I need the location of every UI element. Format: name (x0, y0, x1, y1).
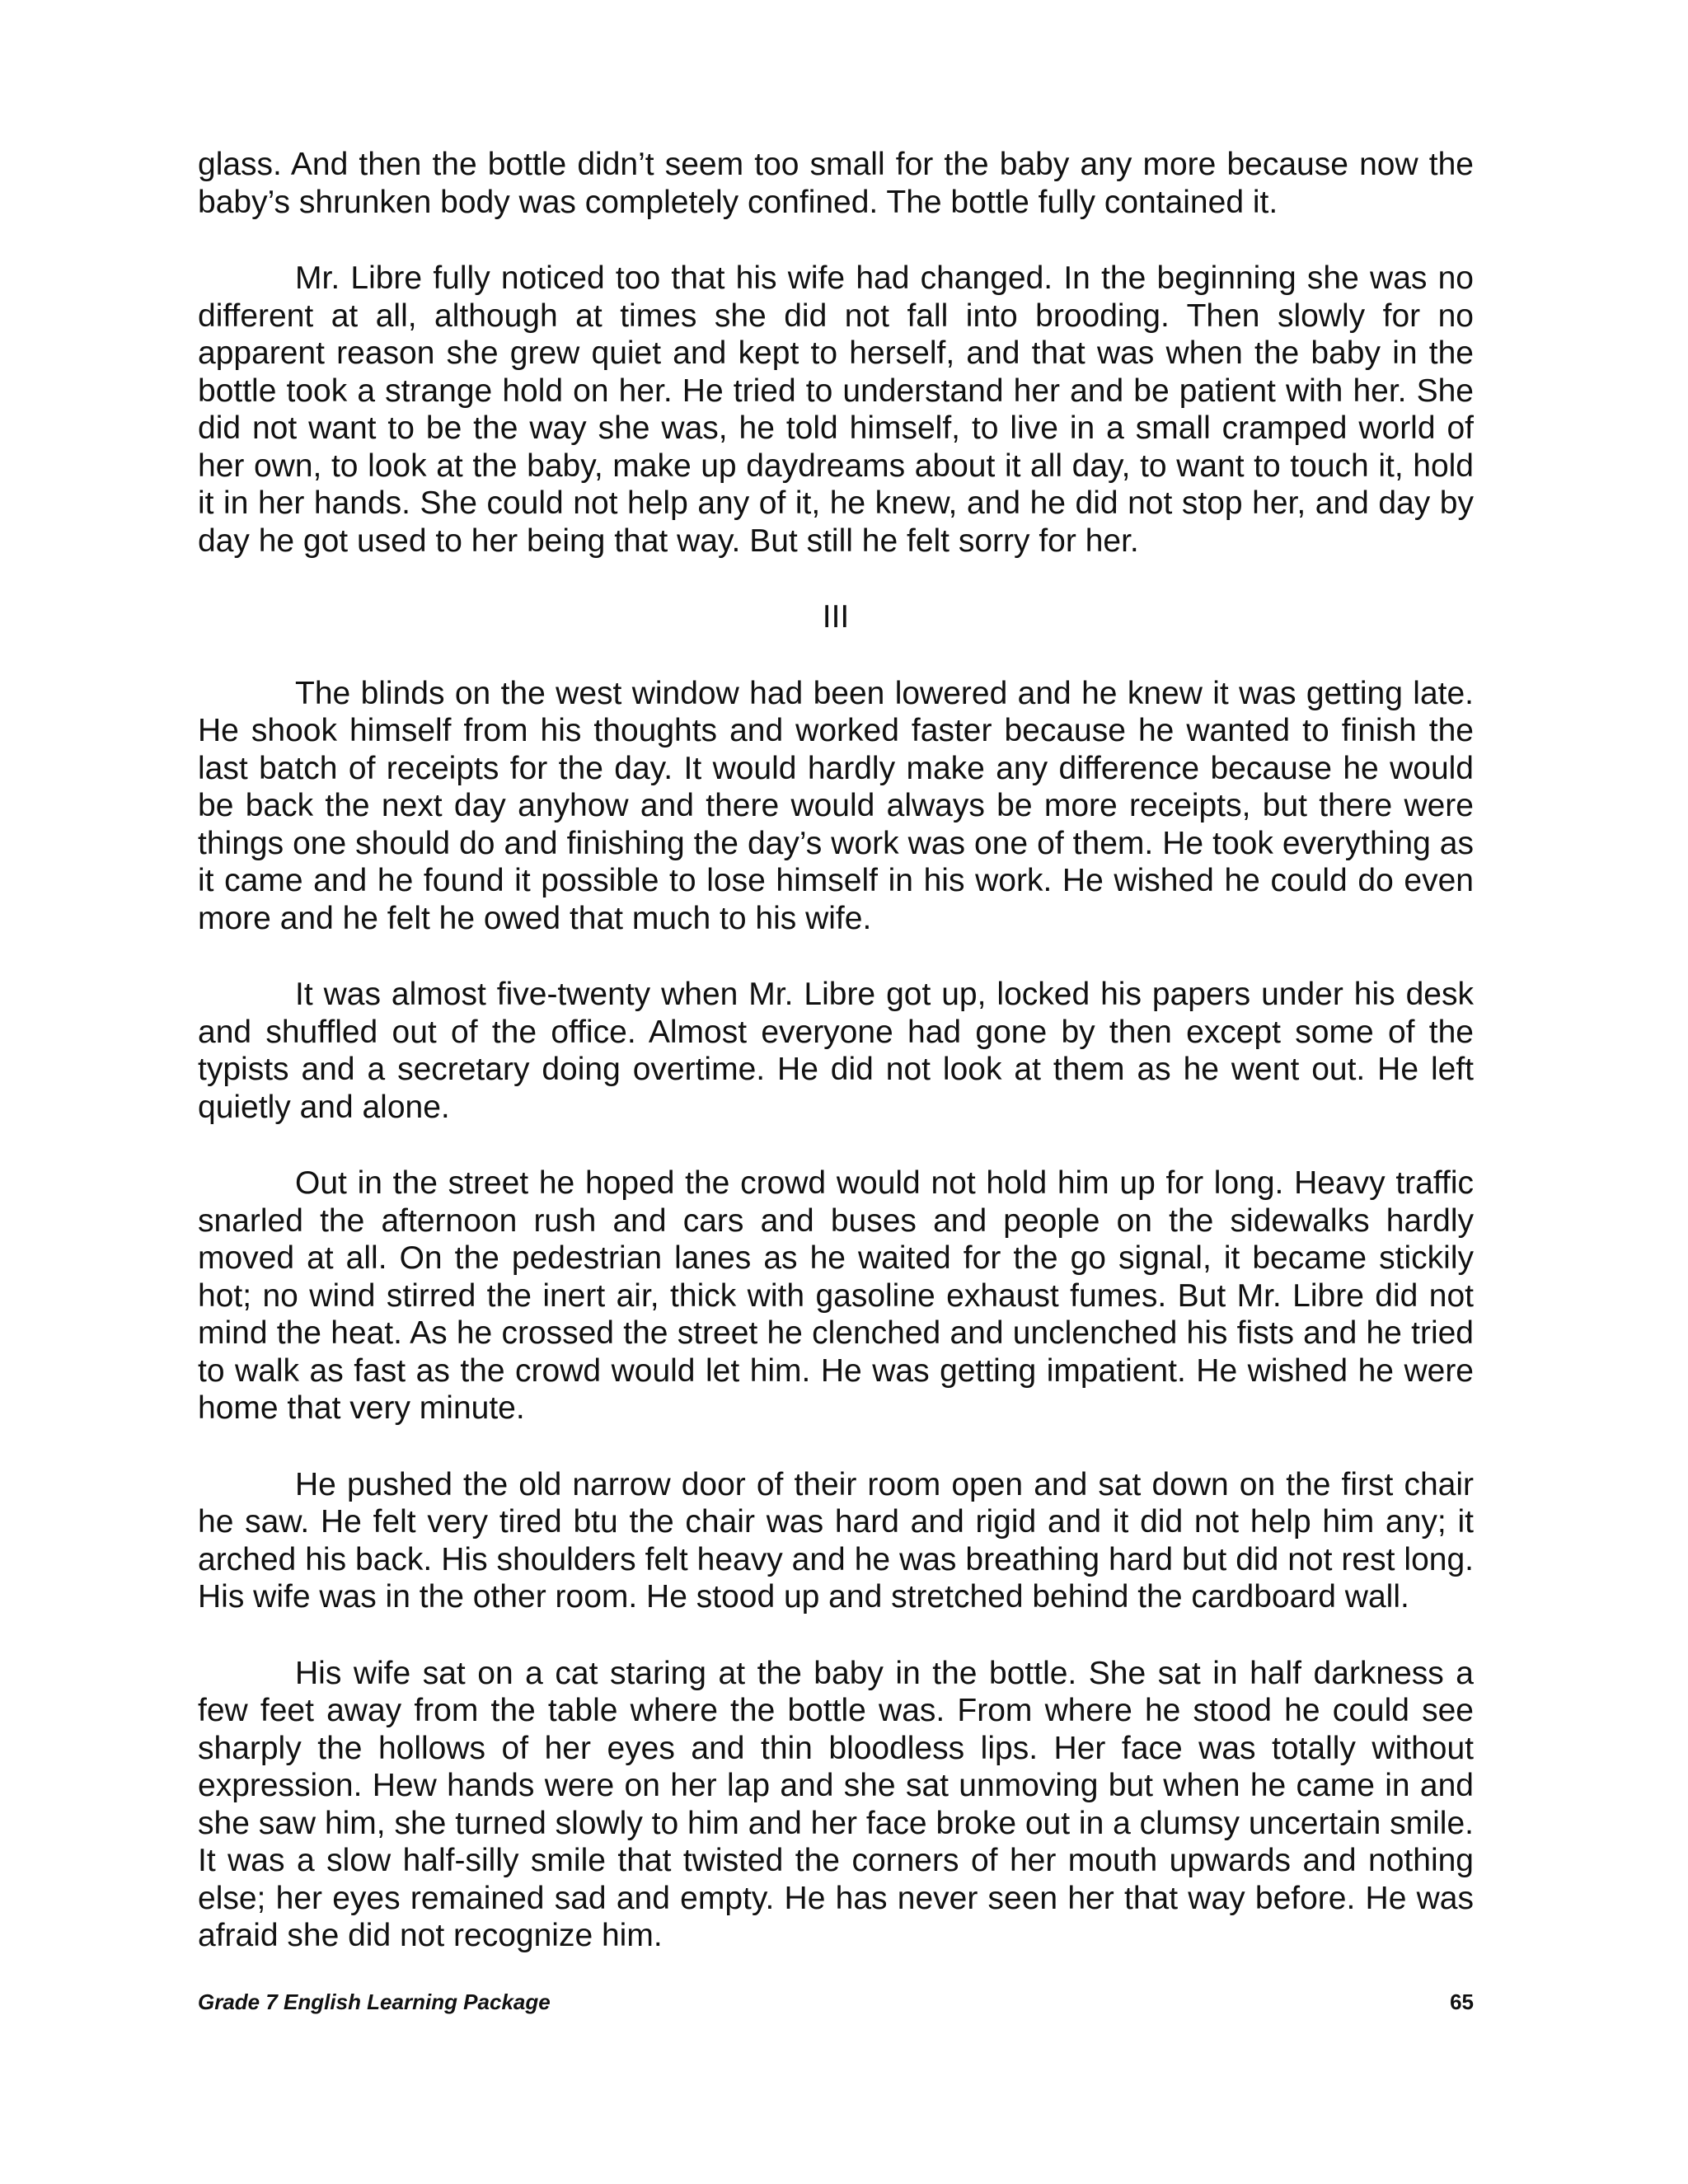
paragraph: The blinds on the west window had been lowered and he knew it was getting late. He shook himself from his thoughts and worked faster because he wanted to finish the last batch of receipts for the day. It would hardly make any difference because he would be back the next day anyhow and there would always be more receipts, but there were things one should do and finishing the day’s work was one of them. He took everything as it came and he found it possible to lose himself in his work. He wished he could do even more and he felt he owed that much to his wife. (198, 675, 1474, 936)
paragraph: Out in the street he hoped the crowd would not hold him up for long. Heavy traffic snarled the afternoon rush and cars and buses and people on the sidewalks hardly moved at all. On the pedestrian lanes as he waited for the go signal, it became stickily hot; no wind stirred the inert air, thick with gasoline exhaust fumes. But Mr. Libre did not mind the heat. As he crossed the street he clenched and unclenched his fists and he tried to walk as fast as the crowd would let him. He was getting impatient. He wished he were home that very minute. (198, 1165, 1474, 1426)
page-footer (198, 1990, 1474, 2015)
paragraph: His wife sat on a cat staring at the baby in the bottle. She sat in half darkness a few feet away from the table where the bottle was. From where he stood he could see sharply the hollows of her eyes and thin bloodless lips. Her face was totally without expression. Hew hands were on her lap and she sat unmoving but when he came in and she saw him, she turned slowly to him and her face broke out in a clumsy uncertain smile. It was a slow half-silly smile that twisted the corners of her mouth upwards and nothing else; her eyes remained sad and empty. He has never seen her that way before. He was afraid she did not recognize him. (198, 1655, 1474, 1953)
section-heading: III (822, 599, 850, 635)
document-body (198, 146, 1474, 1994)
paragraph: Mr. Libre fully noticed too that his wife had changed. In the beginning she was no different at all, although at times she did not fall into brooding. Then slowly for no apparent reason she grew quiet and kept to herself, and that was when the baby in the bottle took a strange hold on her. He tried to understand her and be patient with her. She did not want to be the way she was, he told himself, to live in a small cramped world of her own, to look at the baby, make up daydreams about it all day, to want to touch it, hold it in her hands. She could not help any of it, he knew, and he did not stop her, and day by day he got used to her being that way. But still he felt sorry for her. (198, 260, 1474, 559)
paragraph-continued: glass. And then the bottle didn’t seem too small for the baby any more because now the baby’s shrunken body was completely confined. The bottle fully contained it. (198, 147, 1474, 220)
paragraph: He pushed the old narrow door of their room open and sat down on the first chair he saw. He felt very tired btu the chair was hard and rigid and it did not help him any; it arched his back. His shoulders felt heavy and he was breathing hard but did not rest long. His wife was in the other room. He stood up and stretched behind the cardboard wall. (198, 1466, 1474, 1615)
paragraph: It was almost five-twenty when Mr. Libre got up, locked his papers under his desk and shuffled out of the office. Almost everyone had gone by then except some of the typists and a secretary doing overtime. He did not look at them as he went out. He left quietly and alone. (198, 977, 1474, 1125)
page-number: 65 (1450, 1990, 1474, 2014)
footer-title: Grade 7 English Learning Package (198, 1990, 551, 2014)
